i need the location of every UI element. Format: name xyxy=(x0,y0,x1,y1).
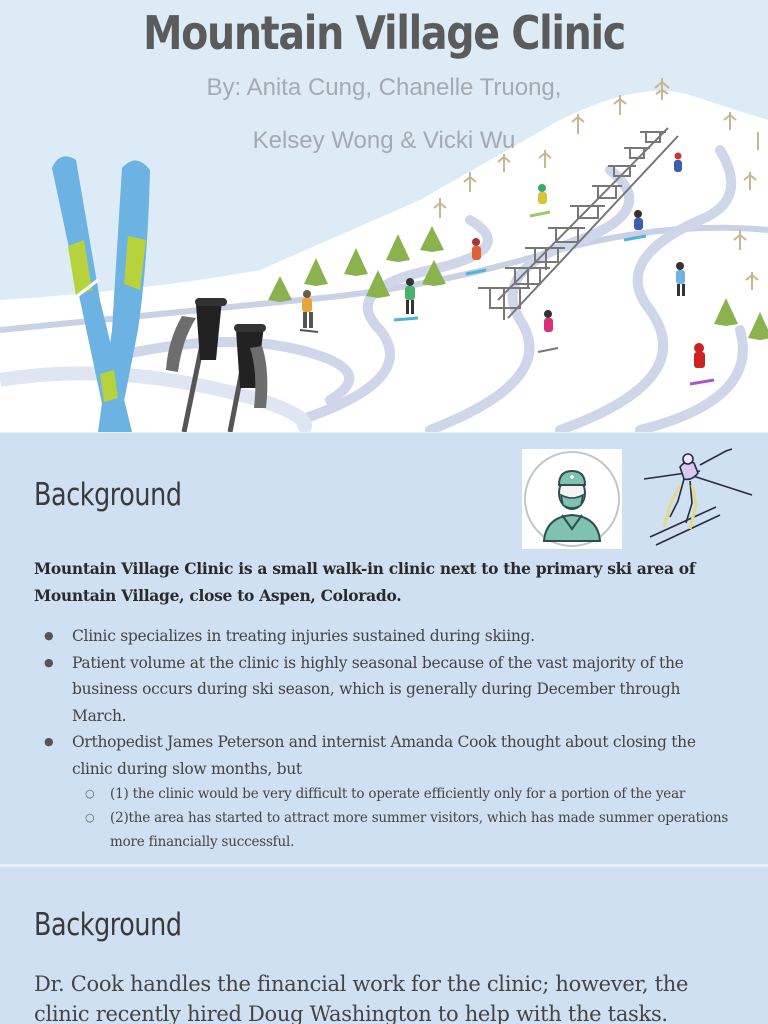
page-title: Mountain Village Clinic xyxy=(143,6,625,60)
sub-list-item: ○ (1) the clinic would be very difficult to operate efficiently only for a portion of the year xyxy=(72,782,734,806)
slide-heading: Background xyxy=(34,907,182,943)
doctor-icon xyxy=(522,449,622,549)
background-slide-1 xyxy=(0,433,768,864)
title-slide xyxy=(0,0,768,432)
body-paragraph: Dr. Cook handles the financial work for the clinic; however, the clinic recently hired Doug Washington to help with the tasks. xyxy=(34,972,689,1024)
doctor-image xyxy=(522,449,622,549)
authors-line-2: Kelsey Wong & Vicki Wu xyxy=(252,127,516,154)
slide-heading: Background xyxy=(34,477,182,513)
ski-slope-illustration xyxy=(0,0,768,432)
authors-line-1: By: Anita Cung, Chanelle Truong, xyxy=(206,74,562,101)
intro-paragraph: Mountain Village Clinic is a small walk-in clinic next to the primary ski area of Mountain Village, close to Aspen, Colorado. xyxy=(34,559,696,605)
list-item: ● Clinic specializes in treating injuries sustained during skiing. xyxy=(34,623,734,650)
list-item: ● Patient volume at the clinic is highly seasonal because of the vast majority of the business occurs during ski season, which is generally during December through March. xyxy=(34,650,734,730)
bullet-list xyxy=(34,623,734,854)
sub-list-item: ○ (2)the area has started to attract more summer visitors, which has made summer operations more financially successful. xyxy=(72,806,734,854)
background-slide-2 xyxy=(0,867,768,1024)
skier-icon xyxy=(640,445,756,549)
skier-icon xyxy=(674,153,682,173)
sub-bullet-list xyxy=(72,782,734,854)
list-item: ● Orthopedist James Peterson and internist Amanda Cook thought about closing the clinic during slow months, but ○ (1) the clinic would be very difficult to operate efficiently only for a portion of the year ○ (2)the area has started to attract more summer visitors, which has made summer operations more financially successful. xyxy=(34,729,734,854)
